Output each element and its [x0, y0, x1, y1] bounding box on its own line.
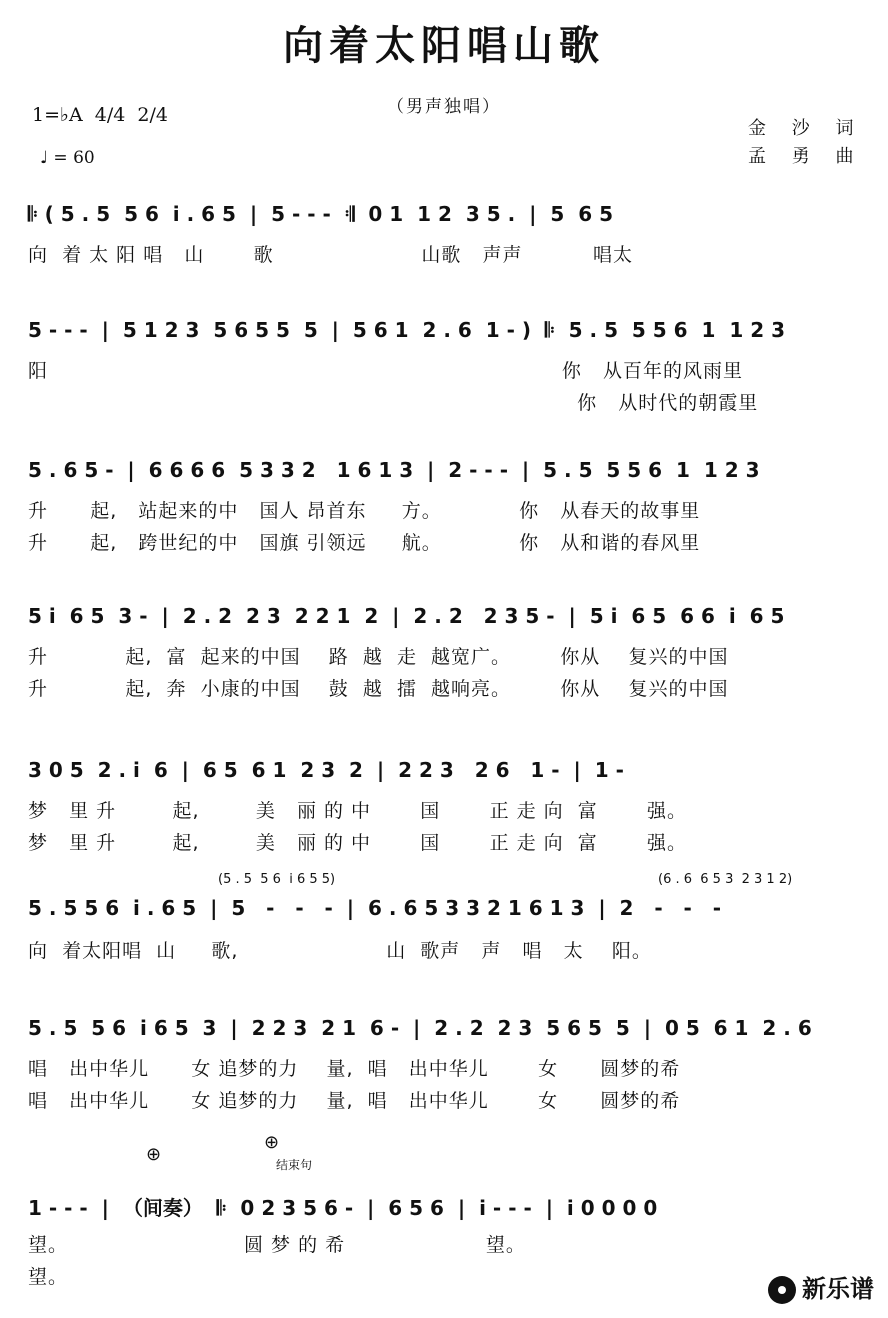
lyrics-line: 升 起, 跨世纪的中 国旗 引领远 航。 你 从和谐的春风里 [28, 532, 701, 554]
composer-credit: 孟 勇 曲 [748, 146, 864, 167]
lyrics-line: 向 着 太 阳 唱 山 歌 山歌 声声 唱太 [28, 244, 633, 266]
coda-icon: ⊕ [146, 1144, 162, 1165]
lyrics-line: 望。 圆 梦 的 希 望。 [28, 1234, 526, 1256]
brand-logo [751, 1241, 874, 1304]
variant-notes-1: (5 . 5 5 6 i 6 5 5) [218, 872, 336, 887]
notes-line: 5 i 6 5 3 - | 2 . 2 2 3 2 2 1 2 | 2 . 2 2 3 5 - | 5 i 6 5 6 6 i 6 5 [28, 604, 785, 628]
lyrics-line: 唱 出中华儿 女 追梦的力 量, 唱 出中华儿 女 圆梦的希 [28, 1058, 681, 1080]
ending-label: 结束句 [276, 1158, 313, 1172]
notes-line: 5 . 5 5 6 i . 6 5 | 5 - - - | 6 . 6 5 3 3 2 1 6 1 3 | 2 - - - [28, 896, 722, 920]
notes-line: 𝄆 ( 5 . 5 5 6 i . 6 5 | 5 - - - 𝄇 0 1 1 2 3 5 . | 5 6 5 [28, 202, 613, 226]
variant-notes-2: (6 . 6 6 5 3 2 3 1 2) [658, 872, 793, 887]
lyrics-line: 升 起, 奔 小康的中国 鼓 越 擂 越响亮。 你从 复兴的中国 [28, 678, 729, 700]
logo-text: 新乐谱 [802, 1275, 874, 1303]
lyrics-line: 升 起, 富 起来的中国 路 越 走 越宽广。 你从 复兴的中国 [28, 646, 729, 668]
lyrics-line: 梦 里 升 起, 美 丽 的 中 国 正 走 向 富 强。 [28, 800, 688, 822]
song-subtitle: （男声独唱） [387, 97, 501, 117]
tempo-marking: ♩ = 60 [40, 148, 95, 168]
notes-line: 5 - - - | 5 1 2 3 5 6 5 5 5 | 5 6 1 2 . 6 1 - ) 𝄆 5 . 5 5 5 6 1 1 2 3 [28, 318, 786, 342]
vinyl-icon [768, 1276, 796, 1304]
lyrics-line: 阳 你 从百年的风雨里 [28, 360, 744, 382]
lyrics-line: 唱 出中华儿 女 追梦的力 量, 唱 出中华儿 女 圆梦的希 [28, 1090, 681, 1112]
notes-line: 5 . 5 5 6 i 6 5 3 | 2 2 3 2 1 6 - | 2 . 2 2 3 5 6 5 5 | 0 5 6 1 2 . 6 [28, 1016, 812, 1040]
song-title: 向着太阳唱山歌 [283, 23, 605, 69]
notes-line: 1 - - - | （间奏） 𝄆 0 2 3 5 6 - | 6 5 6 | i - - - | i 0 0 0 0 [28, 1196, 658, 1220]
lyrics-line: 你 从时代的朝霞里 [28, 392, 759, 414]
key-signature: 1=♭A 4/4 2/4 [32, 104, 169, 126]
lyrics-line: 向 着太阳唱 山 歌, 山 歌声 声 唱 太 阳。 [28, 940, 652, 962]
notes-line: 3 0 5 2 . i 6 | 6 5 6 1 2 3 2 | 2 2 3 2 6 1 - | 1 - [28, 758, 624, 782]
lyrics-line: 升 起, 站起来的中 国人 昂首东 方。 你 从春天的故事里 [28, 500, 701, 522]
coda-icon: ⊕ [264, 1132, 280, 1153]
lyricist-credit: 金 沙 词 [748, 118, 864, 139]
notes-line: 5 . 6 5 - | 6 6 6 6 5 3 3 2 1 6 1 3 | 2 - - - | 5 . 5 5 5 6 1 1 2 3 [28, 458, 760, 482]
lyrics-line: 望。 [28, 1266, 69, 1288]
lyrics-line: 梦 里 升 起, 美 丽 的 中 国 正 走 向 富 强。 [28, 832, 688, 854]
